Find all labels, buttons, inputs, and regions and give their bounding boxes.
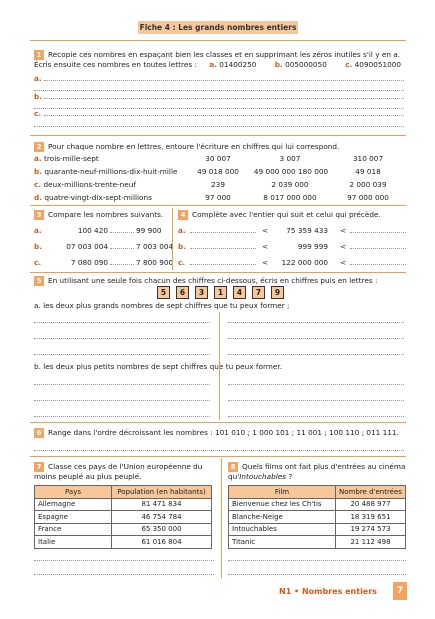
choice[interactable]: 3 007 (279, 154, 301, 163)
answer-line[interactable] (34, 126, 404, 127)
exercise-3-instruction: Compare les nombres suivants. (48, 210, 164, 219)
digit-card: 6 (176, 286, 189, 299)
films-table (228, 485, 406, 549)
exercise-1-instruction: Recopie ces nombres en espaçant bien les classes et en supprimant les zéros inutiles s'il y en a. (48, 50, 401, 59)
choice[interactable]: 49 000 000 180 000 (253, 167, 329, 176)
answer-line[interactable] (34, 338, 210, 339)
answer-line[interactable] (228, 338, 404, 339)
divider (30, 272, 406, 273)
answer-blank[interactable] (350, 232, 406, 233)
choice[interactable]: 310 007 (352, 154, 384, 163)
answer-line[interactable] (34, 354, 210, 355)
digit-card: 5 (157, 286, 170, 299)
choice[interactable]: 30 007 (205, 154, 231, 163)
exercise-7-instruction: Classe ces pays de l'Union européenne du (48, 462, 203, 471)
answer-line[interactable] (44, 80, 404, 81)
answer-line[interactable] (228, 400, 404, 401)
answer-line[interactable] (228, 354, 404, 355)
choice[interactable]: 2 039 000 (271, 180, 309, 189)
population-table (34, 485, 212, 549)
exercise-8-instruction: Quels films ont fait plus d'entrées au cinéma (242, 462, 406, 471)
choice[interactable]: 97 000 (205, 193, 231, 202)
exercise-2-instruction: Pour chaque nombre en lettres, entoure l'écriture en chiffres qui lui correspond. (48, 142, 340, 151)
exercise-5-part-b: b. les deux plus petits nombres de sept chiffres que tu peux former. (34, 362, 283, 371)
column-separator (219, 312, 220, 420)
exercise-8-instruction-2: qu'Intouchables ? (228, 472, 293, 481)
table-row: Bienvenue chez les Ch'tis 20 488 977 (229, 498, 406, 511)
exercise-2: 2 Pour chaque nombre en lettres, entoure l'écriture en chiffres qui lui correspond. (34, 142, 414, 152)
ex3-row-b: b. (34, 242, 42, 251)
answer-line[interactable] (34, 90, 404, 91)
exercise-7: 7 Classe ces pays de l'Union européenne du (34, 462, 219, 472)
digit-card: 9 (271, 286, 284, 299)
column-header: Film (229, 486, 336, 499)
column-separator (172, 208, 173, 270)
divider (30, 135, 406, 136)
divider (30, 40, 406, 41)
digit-card: 7 (252, 286, 265, 299)
answer-line[interactable] (44, 115, 404, 116)
ex4-row-c: c. (178, 258, 186, 267)
number-b: 005000050 (285, 60, 327, 69)
answer-line[interactable] (34, 416, 210, 417)
ex4-row-a: a. (178, 226, 186, 235)
page-title: Fiche 4 : Les grands nombres entiers (139, 23, 297, 32)
answer-label-c: c. (34, 109, 42, 118)
number-a: 01400250 (219, 60, 257, 69)
column-header: Pays (35, 486, 112, 499)
compare-blank[interactable] (110, 248, 134, 249)
digit-card: 4 (233, 286, 246, 299)
exercise-1 (34, 50, 414, 60)
divider (30, 422, 406, 423)
answer-line[interactable] (34, 400, 210, 401)
answer-line[interactable] (34, 384, 210, 385)
table-row: Blanche-Neige 18 319 651 (229, 511, 406, 524)
exercise-6-instruction: Range dans l'ordre décroissant les nombres : 101 010 ; 1 000 101 ; 11 001 ; 100 110 ; 011 111. (48, 428, 399, 437)
ex2-row-d: d. quatre-vingt-dix-sept-millions (34, 193, 152, 202)
answer-blank[interactable] (190, 264, 256, 265)
title-bar (138, 21, 298, 34)
divider (30, 456, 406, 457)
answer-line[interactable] (228, 322, 404, 323)
number-c: 4090051000 (354, 60, 402, 69)
ex2-row-c: c. deux-millions-trente-neuf (34, 180, 136, 189)
answer-blank[interactable] (350, 264, 406, 265)
table-row: Italie 61 016 804 (35, 536, 212, 549)
column-separator (221, 458, 222, 578)
table-row: Titanic 21 112 498 (229, 536, 406, 549)
exercise-3: 3 Compare les nombres suivants. (34, 210, 163, 220)
table-row: Intouchables 19 274 573 (229, 523, 406, 536)
answer-line[interactable] (44, 98, 404, 99)
choice[interactable]: 239 (211, 180, 225, 189)
exercise-number: 1 (34, 50, 44, 60)
answer-line[interactable] (34, 560, 214, 561)
answer-line[interactable] (228, 384, 404, 385)
answer-line[interactable] (34, 322, 210, 323)
compare-blank[interactable] (110, 232, 134, 233)
choice[interactable]: 49 018 (355, 167, 381, 176)
exercise-1-instruction-2: Écris ensuite ces nombres en toutes lettres : a. 01400250 b. 005000050 c. 4090051000 (34, 60, 402, 69)
choice[interactable]: 2 000 039 (349, 180, 387, 189)
answer-line[interactable] (228, 560, 406, 561)
table-header (229, 486, 406, 499)
choice[interactable]: 49 018 000 (197, 167, 239, 176)
ex3-row-c: c. (34, 258, 42, 267)
answer-line[interactable] (228, 416, 404, 417)
answer-line[interactable] (34, 108, 404, 109)
answer-line[interactable] (34, 450, 404, 451)
compare-blank[interactable] (110, 264, 134, 265)
exercise-6: 6 Range dans l'ordre décroissant les nombres : 101 010 ; 1 000 101 ; 11 001 ; 100 110 ; 011 111. (34, 428, 414, 438)
answer-label-a: a. (34, 74, 42, 83)
ex4-row-b: b. (178, 242, 186, 251)
table-header (35, 486, 212, 499)
column-header: Nombre d'entrées (336, 486, 406, 499)
choice[interactable]: 97 000 000 (347, 193, 389, 202)
answer-label-b: b. (34, 92, 42, 101)
table-row: Espagne 46 754 784 (35, 511, 212, 524)
answer-blank[interactable] (350, 248, 406, 249)
digit-card: 3 (195, 286, 208, 299)
answer-line[interactable] (228, 574, 406, 575)
column-header: Population (en habitants) (112, 486, 212, 499)
exercise-5: 5 En utilisant une seule fois chacun des chiffres ci-dessous, écris en chiffres puis en lettres : (34, 276, 414, 286)
exercise-4-instruction: Complète avec l'entier qui suit et celui qui précède. (192, 210, 381, 219)
ex2-row-b: b. quarante-neuf-millions-dix-huit-mille (34, 167, 178, 176)
page-number: 7 (393, 582, 407, 600)
ex3-row-a: a. (34, 226, 42, 235)
exercise-7-instruction-2: moins peuplé au plus peuplé. (34, 472, 142, 481)
table-row: France 65 350 000 (35, 523, 212, 536)
digit-card: 1 (214, 286, 227, 299)
exercise-4: 4 Complète avec l'entier qui suit et celui qui précède. (178, 210, 381, 220)
exercise-5-instruction: En utilisant une seule fois chacun des chiffres ci-dessous, écris en chiffres puis en lettres : (48, 276, 378, 285)
ex2-row-a: a. trois-mille-sept (34, 154, 99, 163)
table-row: Allemagne 81 471 834 (35, 498, 212, 511)
divider (30, 205, 406, 206)
answer-blank[interactable] (190, 248, 256, 249)
exercise-8: 8 Quels films ont fait plus d'entrées au cinéma (228, 462, 413, 472)
footer-chapter: N1 • Nombres entiers (279, 587, 377, 596)
answer-line[interactable] (34, 574, 214, 575)
exercise-5-part-a: a. les deux plus grands nombres de sept chiffres que tu peux former ; (34, 301, 290, 310)
choice[interactable]: 8 017 000 000 (263, 193, 317, 202)
answer-blank[interactable] (190, 232, 256, 233)
